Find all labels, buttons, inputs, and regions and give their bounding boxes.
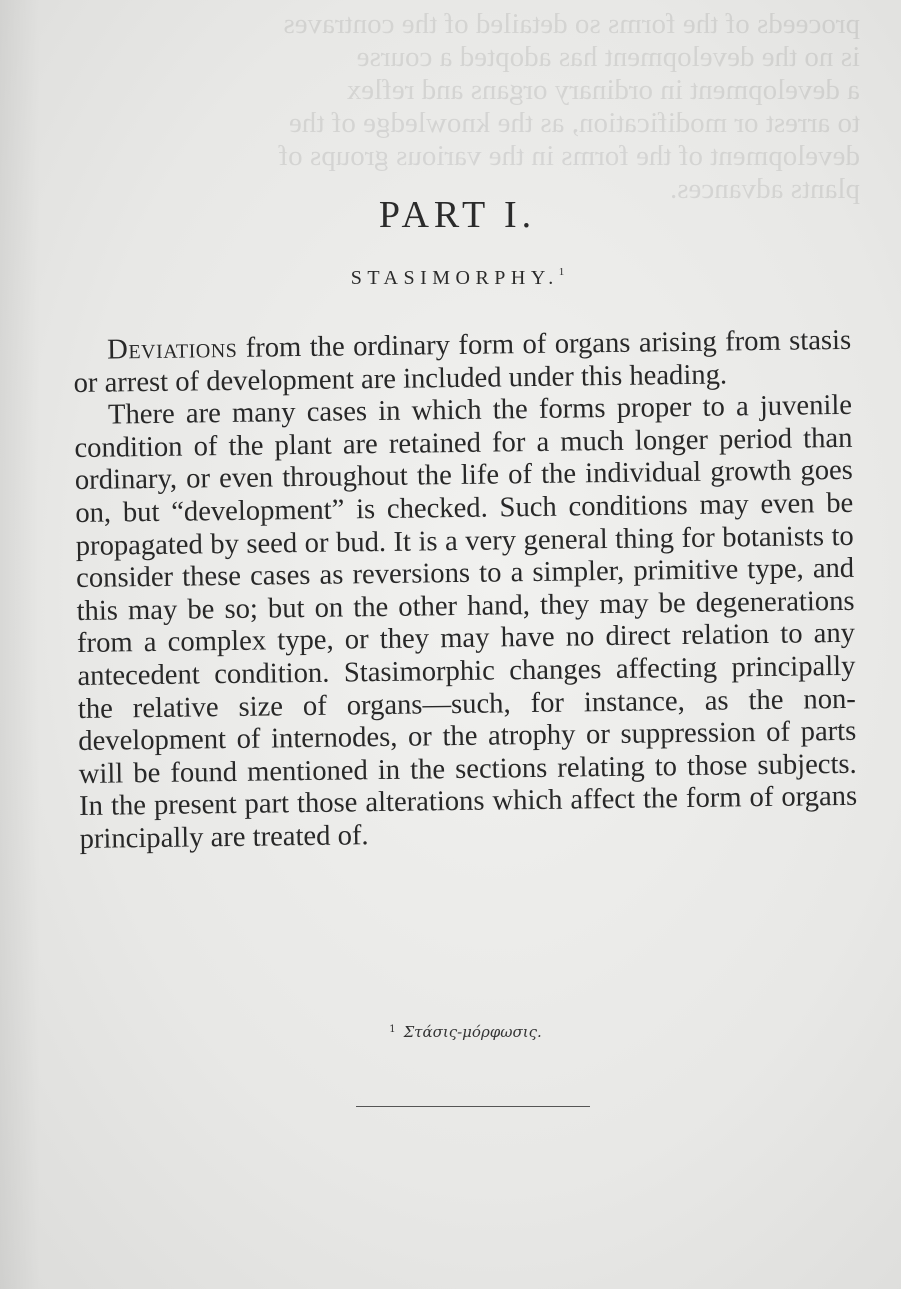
show-through-line: is no the development has adopted a course xyxy=(356,41,860,73)
footnote-text: Στάσις-μόρφωσις. xyxy=(403,1023,542,1041)
section-heading xyxy=(0,266,901,290)
show-through-line: plants advances. xyxy=(669,173,860,205)
footnote xyxy=(0,1023,901,1041)
footnote-mark: 1 xyxy=(389,1024,396,1035)
show-through-text xyxy=(70,8,860,223)
show-through-line: proceeds of the forms so detailed of the contraves xyxy=(283,8,860,40)
paragraph xyxy=(73,325,852,400)
show-through-line: development of the forms in the various groups of xyxy=(278,140,860,172)
body-text xyxy=(73,325,858,857)
paragraph-text: from the ordinary form of organs arising from stasis or arrest of development are included under this heading. xyxy=(73,324,852,399)
show-through-line: a development in ordinary organs and reflex xyxy=(346,74,860,106)
paragraph xyxy=(74,390,858,856)
horizontal-rule xyxy=(356,1106,590,1107)
show-through-line: to arrest or modification, as the knowledge of the xyxy=(289,107,860,139)
paragraph-lead-word: Deviations xyxy=(106,332,238,366)
part-title: PART I. xyxy=(378,194,537,236)
section-heading-text: STASIMORPHY. xyxy=(350,267,559,289)
paragraph-text: There are many cases in which the forms proper to a juvenile condition of the plant are retained for a much longer period than ordinary, or even throughout the life of the individual growth goes on, but “development” is checked. Such conditions may even be propagated by seed or bud. It is a very general thing for botanists to consider these cases as reversions to a simpler, primitive type, and this may be so; but on the other hand, they may be degenerations from a complex type, or they may have no direct relation to any antecedent condition. Stasimorphic changes affecting principally the relative size of organs—such, for instance, as the non-development of internodes, or the atrophy or suppression of parts will be found mentioned in the sections relating to those subjects. In the present part those alterations which affect the form of organs principally are treated of. xyxy=(74,389,858,855)
footnote-reference[interactable]: 1 xyxy=(558,266,565,278)
